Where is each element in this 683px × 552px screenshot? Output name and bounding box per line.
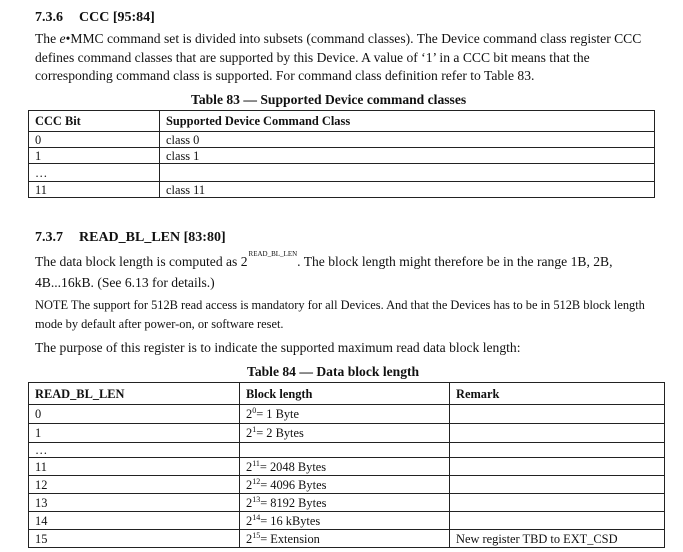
table-row xyxy=(29,132,655,148)
purpose-text: The purpose of this register is to indicate the supported maximum read data block length: xyxy=(35,340,521,355)
section-number: 7.3.6 xyxy=(35,10,63,25)
ccc-bit-cell: … xyxy=(29,164,160,182)
table84-header-remark: Remark xyxy=(450,383,665,405)
table-row xyxy=(29,148,655,164)
exponent-label: READ_BL_LEN xyxy=(248,250,298,258)
table83-header-command-class: Supported Device Command Class xyxy=(160,111,655,132)
remark-cell xyxy=(450,476,665,494)
remark-cell xyxy=(450,405,665,424)
block-length-cell xyxy=(240,443,450,458)
command-class-cell: class 0 xyxy=(160,132,655,148)
command-class-cell: class 1 xyxy=(160,148,655,164)
remark-cell xyxy=(450,458,665,476)
read-bl-len-cell: 1 xyxy=(29,424,240,443)
read-bl-len-cell: 14 xyxy=(29,512,240,530)
ccc-bit-cell: 11 xyxy=(29,182,160,198)
block-length-cell: $2^{15}=$ Extension xyxy=(240,530,450,548)
block-length-cell: $2^1= 2$ Bytes xyxy=(240,424,450,443)
table84-header-block-length: Block length xyxy=(240,383,450,405)
read-bl-len-cell: 12 xyxy=(29,476,240,494)
section-number: 7.3.7 xyxy=(35,230,63,245)
table83-header-row xyxy=(29,111,655,132)
block-length-cell: $2^{14}= 16$ kBytes xyxy=(240,512,450,530)
block-length-cell: $2^{13}= 8192$ Bytes xyxy=(240,494,450,512)
table84-header-read-bl-len: READ_BL_LEN xyxy=(29,383,240,405)
block-length-cell: $2^{11}= 2048$ Bytes xyxy=(240,458,450,476)
read-bl-len-cell: 13 xyxy=(29,494,240,512)
table83-caption: Table 83 — Supported Device command classes xyxy=(191,92,467,107)
read-bl-len-cell: 15 xyxy=(29,530,240,548)
table-row xyxy=(29,164,655,182)
table-row xyxy=(29,512,665,530)
ccc-bit-cell: 0 xyxy=(29,132,160,148)
table-row xyxy=(29,494,665,512)
table-row xyxy=(29,530,665,548)
read-bl-len-cell: … xyxy=(29,443,240,458)
table-row xyxy=(29,182,655,198)
section-heading-read-bl-len xyxy=(35,230,226,246)
section-heading-ccc xyxy=(35,10,155,26)
table84-header-row xyxy=(29,383,665,405)
section-title: CCC [95:84] xyxy=(79,10,155,25)
read-bl-len-cell: 11 xyxy=(29,458,240,476)
command-class-cell xyxy=(160,164,655,182)
ccc-description: The e•MMC command set is divided into subsets (command classes). The Device command class register CCC defines command classes that are supported by this Device. A value of ‘1’ in a CCC bit means that the corresponding command class is supported. For command class definition refer to Table 83. xyxy=(35,31,642,83)
note-text: NOTE The support for 512B read access is mandatory for all Devices. And that the Devices has to be in 512B block length mode by default after power-on, or software reset. xyxy=(35,298,645,331)
remark-cell xyxy=(450,494,665,512)
table-row xyxy=(29,443,665,458)
table84-caption: Table 84 — Data block length xyxy=(247,364,420,379)
section-title: READ_BL_LEN [83:80] xyxy=(79,230,226,245)
table83 xyxy=(28,110,655,198)
table-row xyxy=(29,476,665,494)
remark-cell xyxy=(450,512,665,530)
remark-cell: New register TBD to EXT_CSD xyxy=(450,530,665,548)
table-row xyxy=(29,405,665,424)
table84 xyxy=(28,382,665,548)
read-bl-len-cell: 0 xyxy=(29,405,240,424)
ccc-bit-cell: 1 xyxy=(29,148,160,164)
table-row xyxy=(29,424,665,443)
read-bl-len-description: The data block length is computed as $2^{READ\_BL\_LEN}$. The block length might therefore be in the range 1B, 2B, 4B...16kB. (See 6.13 for details.) xyxy=(35,250,613,290)
block-length-cell: $2^0= 1$ Byte xyxy=(240,405,450,424)
command-class-cell: class 11 xyxy=(160,182,655,198)
remark-cell xyxy=(450,443,665,458)
block-length-cell: $2^{12}= 4096$ Bytes xyxy=(240,476,450,494)
table83-header-ccc-bit: CCC Bit xyxy=(29,111,160,132)
remark-cell xyxy=(450,424,665,443)
table-row xyxy=(29,458,665,476)
